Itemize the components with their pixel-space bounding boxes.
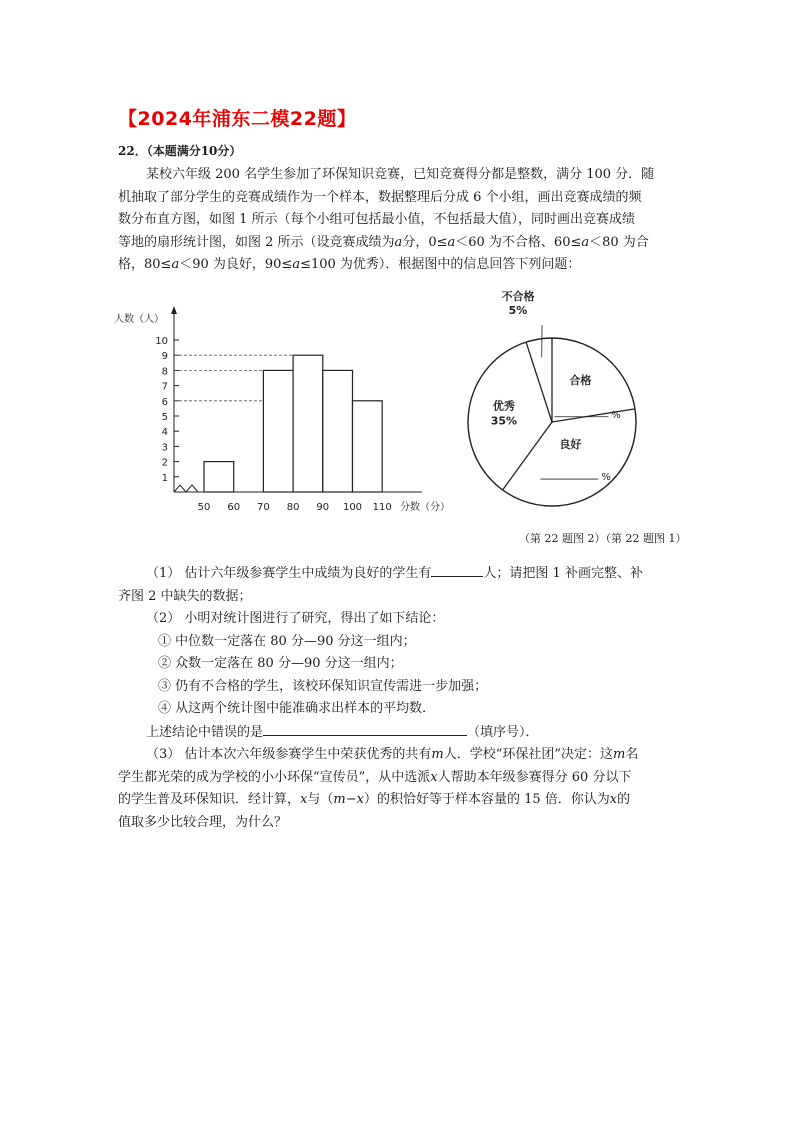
x-tick-label: 50: [197, 502, 211, 513]
part3-line: （3） 估计本次六年级参赛学生中荣获优秀的共有m人．学校“环保社团”决定：这m名: [146, 747, 639, 762]
histogram-bar: [353, 401, 383, 492]
pie-chart: [460, 285, 690, 520]
pie-label: 良好: [559, 438, 582, 452]
x-tick-label: 60: [227, 502, 241, 513]
y-axis-label: 人数（人）: [114, 314, 164, 325]
part1-line: 齐图 2 中缺失的数据；: [118, 588, 252, 604]
y-tick-label: 3: [161, 442, 168, 454]
y-tick-label: 6: [161, 396, 168, 408]
pie-percent: %: [601, 472, 611, 484]
histogram-chart: [112, 300, 452, 520]
option-3: ③ 仍有不合格的学生，该校环保知识宣传需进一步加强；: [158, 678, 488, 694]
intro-line: 等地的扇形统计图，如图 2 所示（设竞赛成绩为a分，0≤a＜60 为不合格、60≤a＜80 为合: [118, 234, 649, 250]
y-tick-label: 4: [161, 427, 168, 439]
answer-blank[interactable]: [263, 721, 467, 736]
y-tick-label: 5: [161, 412, 168, 423]
option-1: ① 中位数一定落在 80 分—90 分这一组内；: [158, 633, 416, 649]
problem-heading: 【2024年浦东二模22题】: [118, 108, 357, 130]
pie-percent: 35%: [490, 414, 518, 428]
intro-line: 机抽取了部分学生的竞赛成绩作为一个样本，数据整理后分成 6 个小组，画出竞赛成绩的频: [118, 189, 642, 205]
y-tick-label: 10: [155, 336, 168, 347]
x-tick-label: 100: [342, 502, 363, 513]
sub-questions: [118, 562, 678, 834]
part2-intro: （2） 小明对统计图进行了研究，得出了如下结论：: [146, 611, 445, 626]
y-tick-label: 1: [161, 472, 168, 484]
answer-blank[interactable]: [431, 562, 483, 577]
x-tick-label: 110: [372, 502, 392, 513]
figure-caption: （第 22 题图 2）（第 22 题图 1）: [519, 532, 687, 545]
question-intro: [118, 164, 678, 277]
part2-answer: 上述结论中错误的是 （填序号）．: [118, 721, 678, 745]
part3-line: 的学生普及环保知识．经计算，x与（m−x）的积恰好等于样本容量的 15 倍．你认为x的: [118, 792, 631, 807]
part3-line: 值取多少比较合理，为什么？: [118, 814, 288, 830]
histogram-bar: [293, 355, 323, 492]
y-tick-label: 8: [161, 366, 168, 378]
histogram-bar: [263, 370, 293, 492]
intro-line: 数分布直方图，如图 1 所示（每个小组可包括最小值，不包括最大值），同时画出竞赛成绩: [118, 212, 636, 227]
axis-break: [174, 485, 198, 492]
histogram-bar: [204, 462, 234, 492]
pie-percent: %: [611, 409, 621, 421]
y-tick-label: 7: [161, 381, 168, 393]
pie-label: 优秀: [492, 399, 515, 413]
x-axis-label: 分数（分）: [400, 502, 450, 513]
option-2: ② 众数一定落在 80 分—90 分这一组内；: [158, 656, 403, 671]
question-number: 22．（本题满分10分）: [118, 144, 242, 158]
x-tick-label: 90: [316, 502, 330, 513]
option-4: ④ 从这两个统计图中能准确求出样本的平均数．: [158, 701, 436, 716]
pie-label: 不合格: [501, 290, 535, 303]
histogram-bar: [323, 370, 353, 492]
y-axis-arrow: [171, 306, 177, 314]
intro-line: 格，80≤a＜90 为良好，90≤a≤100 为优秀）．根据图中的信息回答下列问题：: [118, 257, 581, 272]
x-tick-label: 80: [286, 502, 300, 513]
pie-label: 合格: [569, 373, 592, 387]
y-tick-label: 9: [161, 351, 168, 363]
intro-line: 某校六年级 200 名学生参加了环保知识竞赛，已知竞赛得分都是整数，满分 100 分．随: [146, 167, 655, 182]
part1-line: （1） 估计六年级参赛学生中成绩为良好的学生有 人；请把图 1 补画完整、补: [118, 562, 678, 586]
x-tick-label: 70: [257, 502, 270, 513]
y-tick-label: 2: [161, 457, 168, 469]
part3-line: 学生都光荣的成为学校的小小环保“宣传员”，从中选派x人帮助本年级参赛得分 60 分以下: [118, 769, 632, 785]
pie-percent: 5%: [508, 304, 528, 317]
